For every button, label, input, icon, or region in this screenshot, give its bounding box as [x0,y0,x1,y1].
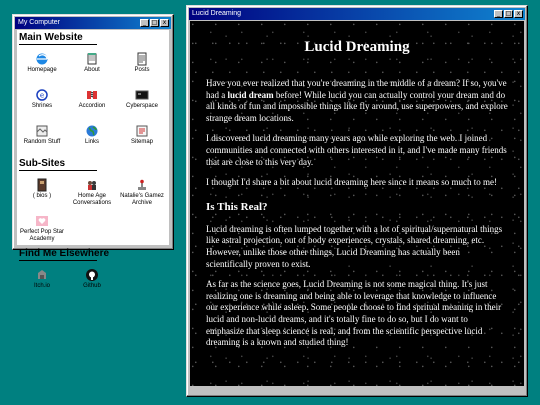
shortcut-github[interactable] [67,264,117,300]
paragraph-discovery: I discovered lucid dreaming many years ago while exploring the web. I joined communities and connected with others interested in it, and I've made many friends that are close to this very day. [206,133,507,167]
shortcut-label: Posts [134,67,150,73]
shortcut-label: Github [83,283,101,289]
section-heading-is-this-real: Is This Real? [206,200,268,213]
globe-web-icon [35,88,49,102]
intro-text-start: Have you ever realized that you're dreaming in the middle of a dream? If so, you've had a [206,78,507,100]
shortcut-label: ( bios ) [32,193,52,199]
status-bar [190,387,524,394]
internet-explorer-icon [35,52,49,66]
shortcut-shrines[interactable] [17,84,67,120]
shortcut-label: Homepage [27,67,57,73]
terminal-icon [135,88,149,102]
minimize-button[interactable]: _ [494,10,503,18]
shortcut-label: Accordion [78,103,106,109]
shortcut-accordion[interactable] [67,84,117,120]
shortcut-label: Shrines [31,103,53,109]
shortcut-posts[interactable] [117,48,167,84]
shortcut-home-age-conversations[interactable] [67,174,117,210]
article [190,39,524,349]
shortcut-label: Home Age Conversations [72,193,112,206]
close-button[interactable]: x [160,19,169,27]
section-heading-find-me-elsewhere: Find Me Elsewhere [19,248,110,259]
intro-text-end: before! While lucid you can actually control your dream and do all kinds of fun and impossible things like fly around, use superpowers, and explore strange dream locations. [206,89,508,123]
shortcut-random-stuff[interactable] [17,120,67,156]
section-heading-main-website: Main Website [19,32,97,45]
maximize-button[interactable]: □ [505,10,512,17]
lucid-dreaming-titlebar[interactable] [189,8,525,20]
intro-bold-term: lucid dream [227,89,274,100]
shortcut-cyberspace[interactable] [117,84,167,120]
shortcut-homepage[interactable] [17,48,67,84]
shortcut-label: Perfect Pop Star Academy [19,229,65,242]
window-title: My Computer [18,19,61,26]
intro-paragraph [206,78,508,124]
book-icon [35,178,49,192]
shortcut-bios[interactable] [17,174,67,210]
svg-text:e: e [39,91,45,100]
shortcut-label: About [84,67,100,73]
article-title: Lucid Dreaming [304,39,410,55]
minimize-button[interactable]: _ [140,19,149,27]
earth-icon [85,124,99,138]
maximize-button[interactable]: □ [151,19,158,26]
paragraph-share: I thought I'd share a bit about lucid dreaming here since it means so much to me! [206,177,498,188]
article-viewport[interactable] [190,21,524,386]
map-icon [135,124,149,138]
window-title: Lucid Dreaming [192,10,242,17]
my-computer-content [17,30,169,289]
shortcut-label: Sitemap [130,139,153,145]
paragraph-science: As far as the science goes, Lucid Dreaming is not some magical thing. It's just realizing one is dreaming and being able to leverage that knowledge to influence our experience while asleep. Some people choose to find spritual meaning in their lucid and non-lucid dreams, and it's totally fine to do so, but I do want to emphasize that sleep science is real, and from the scientific perspective lucid dreaming is a known and studied thing! [206,279,502,348]
shortcut-itchio[interactable] [17,264,67,300]
my-computer-titlebar[interactable] [15,17,171,29]
shortcut-label: Random Stuff [23,139,61,145]
shortcut-gamez-archive[interactable] [117,174,167,210]
close-button[interactable]: x [514,10,523,18]
section-heading-sub-sites: Sub-Sites [19,158,97,171]
my-computer-window [12,14,174,289]
notepad-icon [85,52,99,66]
shortcut-label: Natalie's Gamez Archive [120,193,164,206]
shortcut-label: Itch.io [33,283,50,289]
document-icon [135,52,149,66]
shortcut-links[interactable] [67,120,117,156]
folder-icon [35,124,49,138]
itchio-icon [35,268,49,282]
lucid-dreaming-window [186,5,528,397]
heart-card-icon [35,214,49,228]
shortcut-label: Links [84,139,99,145]
paragraph-lumped: Lucid dreaming is often lumped together with a lot of spiritual/supernatural things like astral projection, out of body experiences, crystals, shared dreaming, etc. However, unlike those other things, Lucid Dreaming has actually been scientifically proven to exist. [206,223,503,269]
shortcut-perfect-pop-star-academy[interactable] [17,210,67,246]
people-icon [85,178,99,192]
shortcut-about[interactable] [67,48,117,84]
accordion-icon [85,88,99,102]
joystick-icon [135,178,149,192]
shortcut-label: Cyberspace [125,103,158,109]
github-icon [85,268,99,282]
shortcut-sitemap[interactable] [117,120,167,156]
